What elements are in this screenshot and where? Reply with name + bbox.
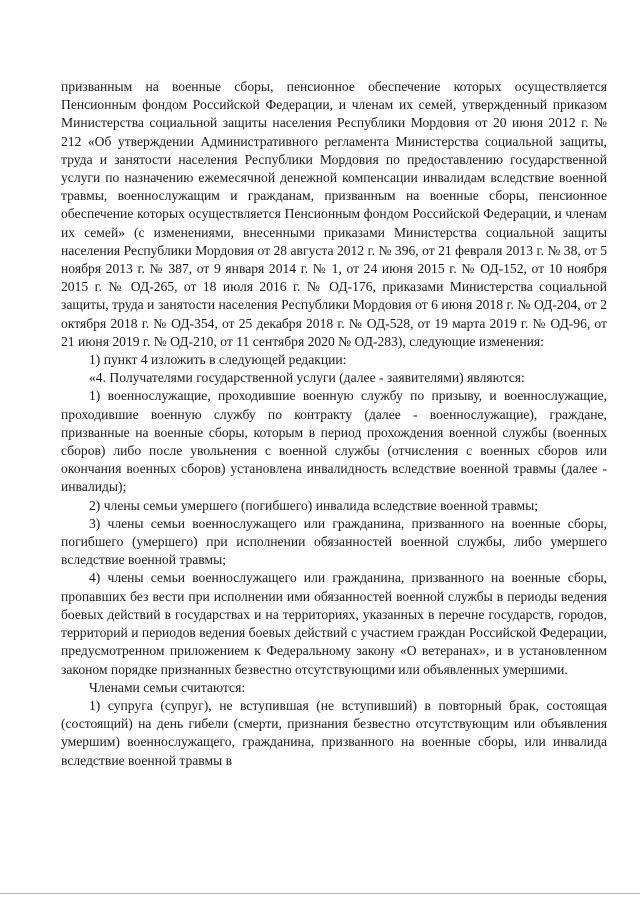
paragraph-recipient-2: 2) члены семьи умершего (погибшего) инвалида вследствие военной травмы; bbox=[89, 497, 539, 513]
paragraph-family-member-1: 1) супруга (супруг), не вступившая (не вступивший) в повторный брак, состоящая (состоящий) на день гибели (смерти, признания безвестно отсутствующим или объявления умершим) военнослужащего, гражданина, призванного на военные сборы, или инвалида вследствие военной травмы в bbox=[61, 697, 607, 768]
paragraph-family-members-heading: Членами семьи считаются: bbox=[89, 679, 246, 695]
paragraph-recipient-1: 1) военнослужащие, проходившие военную службу по призыву, и военнослужащие, проходившие военную службу по контракту (далее - военнослужащие), граждане, призванные на военные сборы, которым в период прохождения военной службы (военных сборов) либо после увольнения с военной службы (отчисления с военных сборов или окончания военных сборов) установлена инвалидность вследствие военной травмы (далее - инвалиды); bbox=[61, 388, 607, 495]
page-bottom-divider bbox=[0, 893, 640, 894]
document-body bbox=[61, 78, 607, 770]
paragraph-recipient-4: 4) члены семьи военнослужащего или гражданина, призванного на военные сборы, пропавших без вести при исполнении ими обязанностей военной службы в периоды ведения боевых действий в государствах и на территориях, указанных в перечне государств, городов, территорий и периодов ведения боевых действий с участием граждан Российской Федерации, предусмотренном приложением к Федеральному закону «О ветеранах», и в установленном законом порядке признанных безвестно отсутствующими или объявленных умершими. bbox=[61, 570, 607, 677]
paragraph-item-1-instruction: 1) пункт 4 изложить в следующей редакции: bbox=[89, 352, 347, 368]
paragraph-recipient-3: 3) члены семьи военнослужащего или гражданина, призванного на военные сборы, погибшего (умершего) при исполнении обязанностей военной службы, либо умершего вследствие военной травмы; bbox=[61, 515, 607, 568]
paragraph-section-4-heading: «4. Получателями государственной услуги (далее - заявителями) являются: bbox=[89, 370, 525, 386]
paragraph-order-amendments-intro: призванным на военные сборы, пенсионное обеспечение которых осуществляется Пенсионным фондом Российской Федерации, и членам их семей, утвержденный приказом Министерства социальной защиты населения Республики Мордовия от 20 июня 2012 г. № 212 «Об утверждении Административного регламента Министерства социальной защиты, труда и занятости населения Республики Мордовия по предоставлению государственной услуги по назначению ежемесячной денежной компенсации инвалидам вследствие военной травмы, военнослужащим и гражданам, призванным на военные сборы, пенсионное обеспечение которых осуществляется Пенсионным фондом Российской Федерации, и членам их семей» (с изменениями, внесенными приказами Министерства социальной защиты населения Республики Мордовия от 28 августа 2012 г. № 396, от 21 февраля 2013 г. № 38, от 5 ноября 2013 г. № 387, от 9 января 2014 г. № 1, от 24 июня 2015 г. № ОД-152, от 10 ноября 2015 г. № ОД-265, от 18 июля 2016 г. № ОД-176, приказами Министерства социальной защиты, труда и занятости населения Республики Мордовия от 6 июня 2018 г. № ОД-204, от 2 октября 2018 г. № ОД-354, от 25 декабря 2018 г. № ОД-528, от 19 марта 2019 г. № ОД-96, от 21 июня 2019 г. № ОД-210, от 11 сентября 2020 № ОД-283), следующие изменения: bbox=[61, 79, 607, 349]
